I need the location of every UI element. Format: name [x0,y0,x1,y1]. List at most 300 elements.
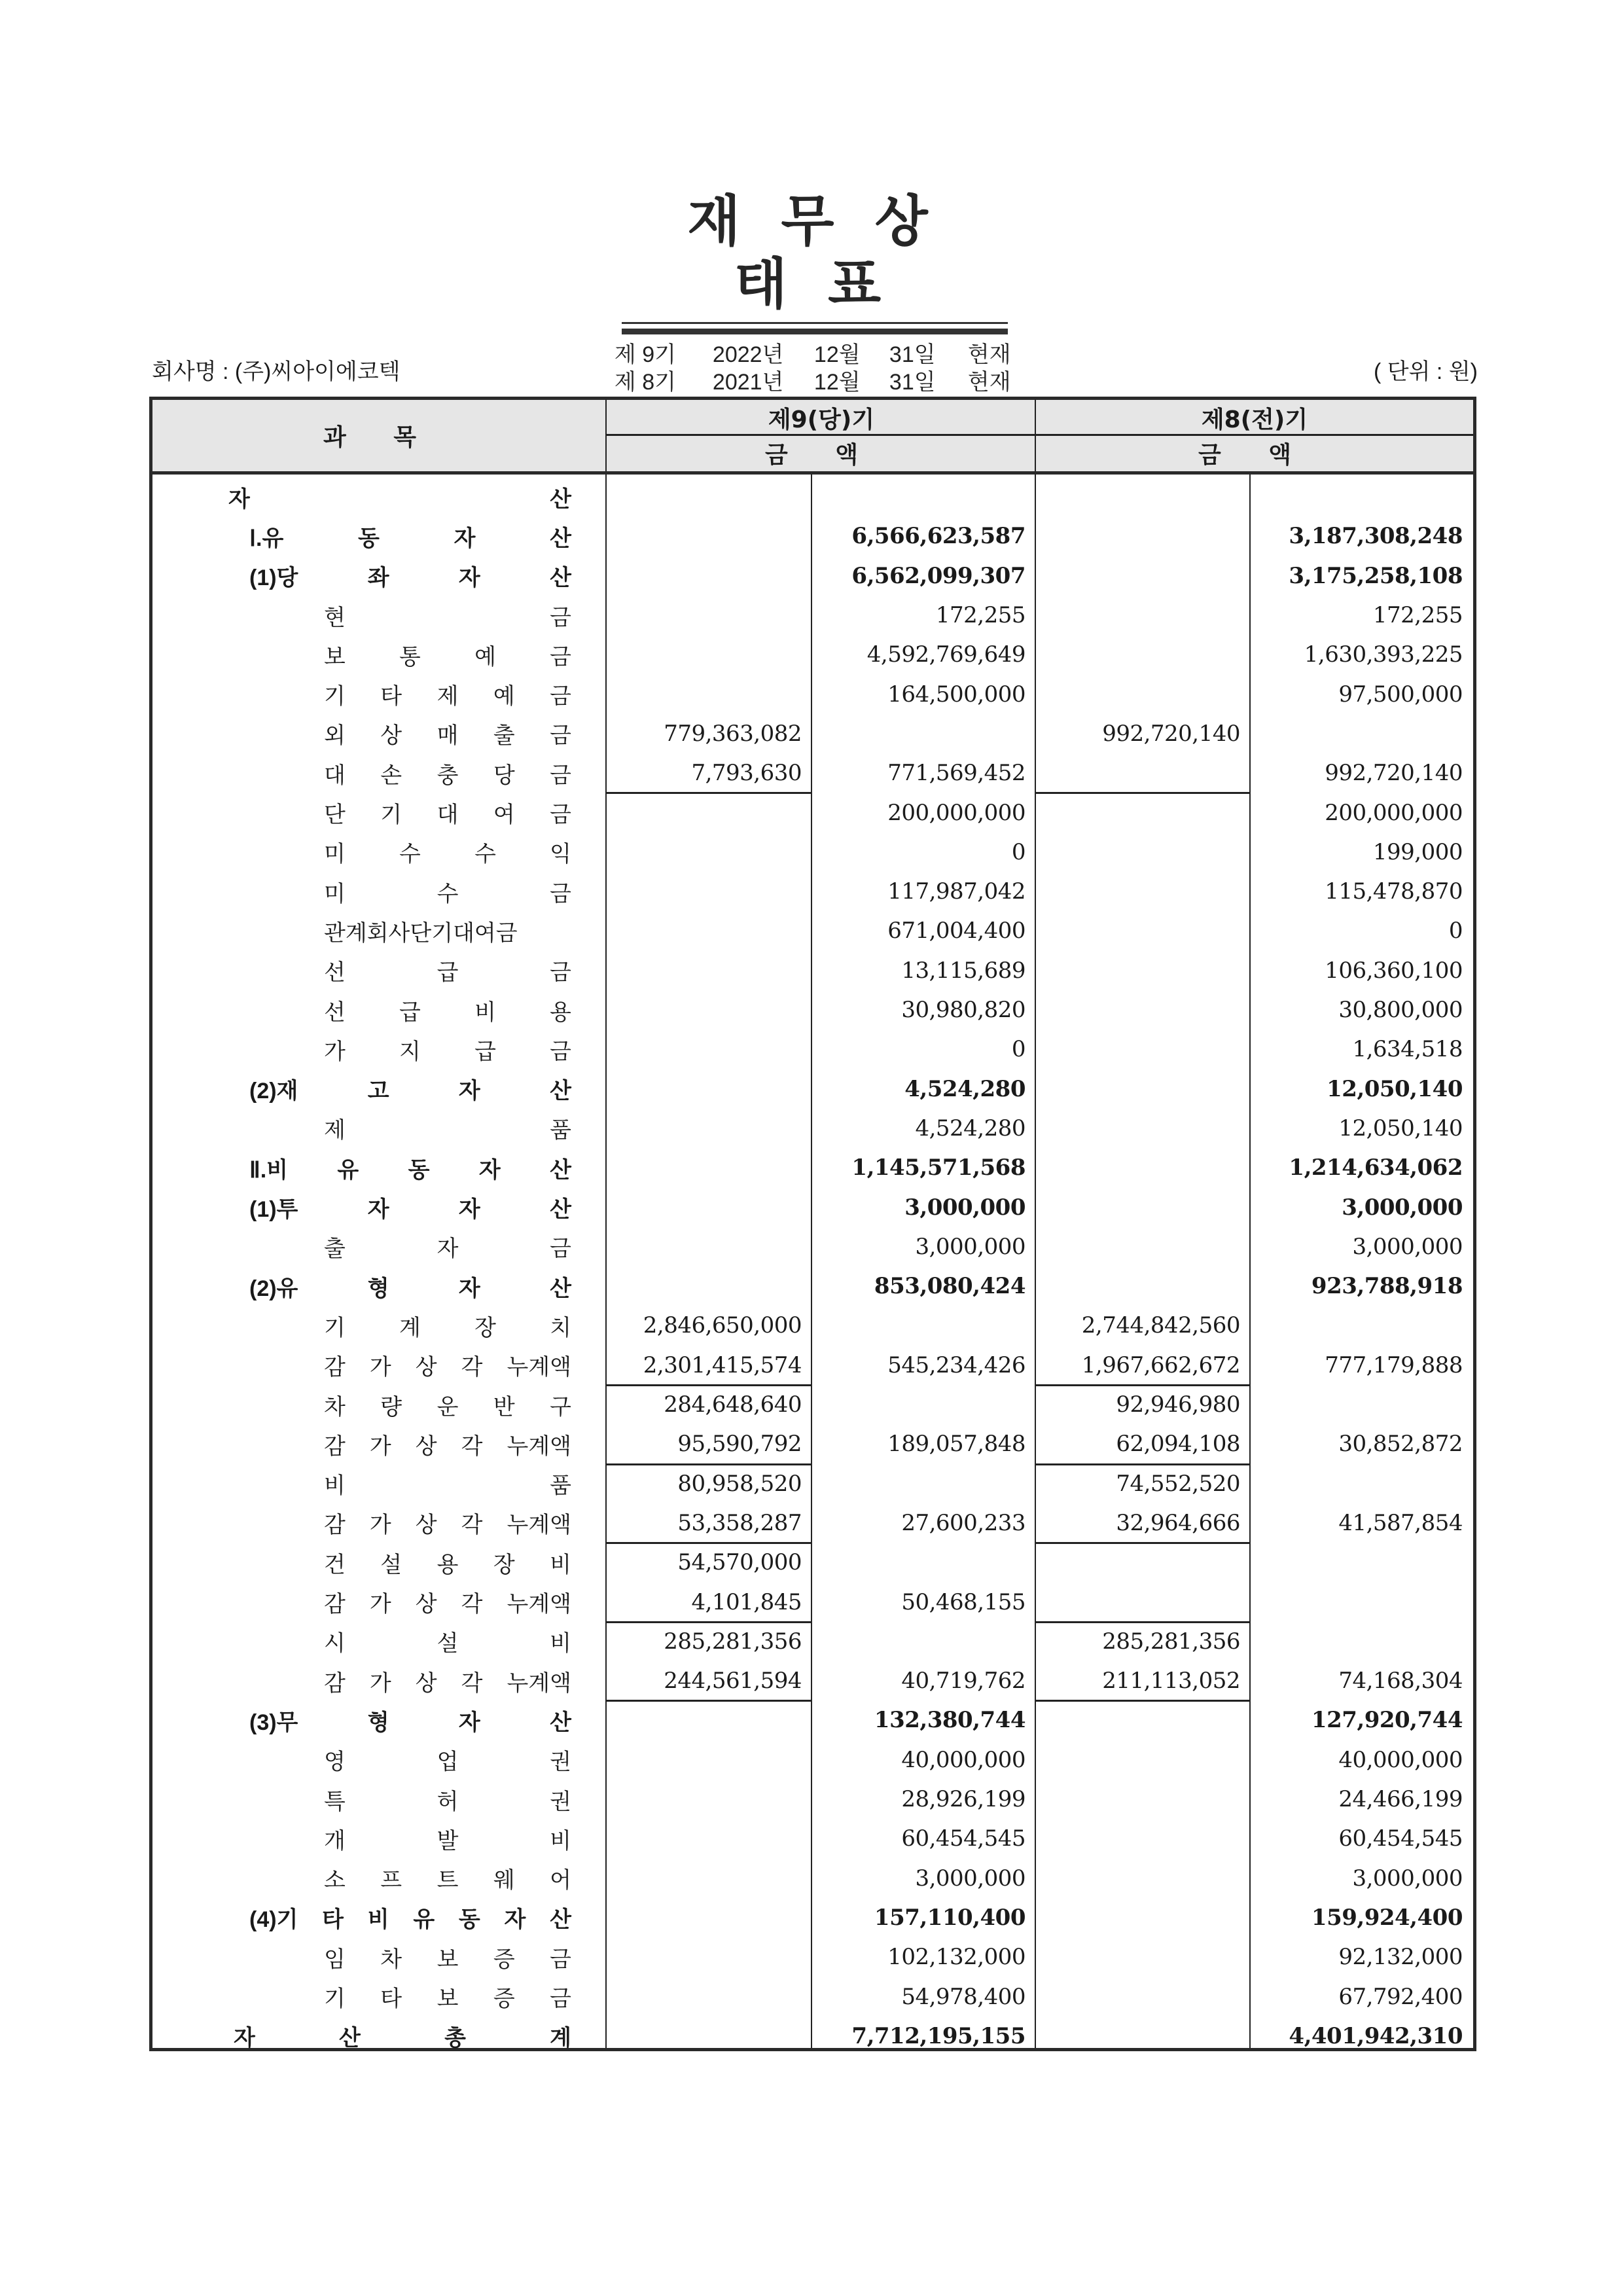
table-row [152,714,1473,753]
prev-detail-value [1036,1069,1251,1109]
account-label [152,1977,571,2016]
account-label-part: 동 [458,1907,480,1933]
table-row [152,596,1473,635]
prev-total-value: 97,500,000 [1338,681,1463,708]
cur-detail-value [607,1977,812,2016]
table-row [152,516,1473,556]
table-row [152,1385,1473,1424]
prev-detail-value [1036,951,1251,990]
prev-detail-value [1036,872,1251,911]
account-label-part: 누계액 [507,1433,571,1459]
prev-total-value: 4,401,942,310 [1289,2022,1463,2049]
account-label-part: 금 [550,723,571,749]
prev-total-value: 1,634,518 [1352,1036,1463,1063]
account-label-part: 타 [380,1986,402,2012]
prev-total-value: 30,800,000 [1338,997,1463,1024]
account-label-part: Ⅱ.비 [249,1157,289,1183]
account-label [152,1346,571,1385]
header-current-amount: 금 액 [764,442,878,469]
account-label-part: 가 [369,1670,391,1696]
account-label-part: 선 [324,999,346,1025]
prev-detail-value [1036,596,1251,635]
account-label-part: 출 [324,1236,346,1262]
cur-detail-value: 4,101,845 [691,1588,802,1615]
cur-total-value: 40,000,000 [901,1746,1026,1773]
account-label-part: 가 [369,1433,391,1459]
prev-detail-value [1036,2017,1251,2056]
account-label-part: 관계회사단기대여금 [324,920,518,946]
table-row [152,1503,1473,1543]
account-label-part: 예 [474,644,496,670]
table-row [152,833,1473,872]
cur-total-value: 4,524,280 [904,1075,1026,1102]
cur-total-value: 545,234,426 [887,1352,1026,1378]
table-row [152,1069,1473,1109]
cur-detail-value [607,1030,812,1069]
cur-total-value: 164,500,000 [887,681,1026,708]
header-divider [607,434,1473,436]
account-label-part: 각 [461,1592,483,1617]
prev-detail-value [1036,1109,1251,1148]
table-row [152,1148,1473,1187]
account-label-part: 상 [380,723,402,749]
table-row [152,951,1473,990]
cur-detail-value [607,1937,812,1977]
account-label-part: 제 [324,1118,346,1143]
account-label-part: 금 [550,802,571,828]
prev-total-value: 40,000,000 [1338,1746,1463,1773]
cur-detail-value [607,872,812,911]
account-label-part: 산 [550,1157,571,1183]
group-underline [1035,792,1251,794]
table-row [152,556,1473,596]
account-label-part: 보 [324,644,346,670]
group-underline [1035,1700,1251,1702]
account-label [152,1819,571,1858]
account-label-part: 금 [550,1986,571,2012]
account-label-part: 상 [415,1433,437,1459]
account-label-part: 금 [550,605,571,630]
prev-total-value: 12,050,140 [1338,1115,1463,1141]
table-row [152,1898,1473,1937]
cur-total-value [812,1543,1036,1582]
cur-total-value: 117,987,042 [887,878,1026,905]
account-label-part: 산 [550,1079,571,1104]
cur-total-value [812,477,1036,516]
account-label-part: 가 [369,1513,391,1538]
cur-detail-value [607,1266,812,1306]
account-label [152,1700,571,1740]
account-label-part: 품 [550,1118,571,1143]
prev-detail-value [1036,1859,1251,1898]
account-label-part: 각 [461,1513,483,1538]
account-label-part: 금 [550,881,571,906]
cur-detail-value [607,1859,812,1898]
cur-total-value: 40,719,762 [901,1668,1026,1695]
group-underline [605,1700,812,1702]
account-label [152,833,571,872]
cur-total-value: 200,000,000 [887,799,1026,826]
prev-detail-value: 74,552,520 [1116,1470,1240,1497]
cur-total-value: 172,255 [935,602,1026,629]
prev-detail-value: 992,720,140 [1102,720,1240,747]
period-month: 12월 [813,370,861,395]
account-label-part: 손 [380,762,402,788]
prev-total-value: 992,720,140 [1325,760,1463,787]
account-label-part: 금 [550,644,571,670]
table-row [152,1266,1473,1306]
prev-detail-value: 62,094,108 [1116,1431,1240,1458]
prev-total-value [1251,1543,1473,1582]
account-label-part: 시 [324,1631,346,1657]
account-label [152,516,571,556]
account-label-part: 계 [399,1315,421,1340]
prev-detail-value [1036,1148,1251,1187]
account-label-part: 유 [413,1907,435,1933]
prev-total-value: 67,792,400 [1338,1983,1463,2010]
account-label-part: 특 [324,1789,346,1814]
document-title: 재무상태표 [687,189,969,316]
account-label-part: Ⅰ.유 [249,526,284,551]
account-label-part: 비 [474,999,496,1025]
table-row [152,793,1473,832]
cur-detail-value [607,1898,812,1937]
period-day: 31일 [889,342,936,367]
account-label-part: 동 [358,526,380,551]
account-label-part: 자 [458,1710,480,1735]
prev-detail-value [1036,556,1251,596]
table-row [152,1109,1473,1148]
prev-total-value [1251,714,1473,753]
prev-total-value [1251,1464,1473,1503]
account-label-part: 용 [437,1552,459,1577]
table-row [152,1937,1473,1977]
account-label-part: 장 [474,1315,496,1340]
account-label-part: 프 [380,1868,402,1893]
table-row [152,635,1473,674]
account-label-part: 계 [550,2026,571,2051]
account-label-part: 소 [324,1868,346,1893]
cur-detail-value [607,1187,812,1227]
account-label [152,1859,571,1898]
prev-detail-value [1036,911,1251,950]
account-label-part: 비 [367,1907,389,1933]
account-label [152,1780,571,1819]
prev-total-value [1251,1385,1473,1424]
prev-total-value: 3,187,308,248 [1289,523,1463,550]
table-row [152,1819,1473,1858]
account-label-part: 총 [444,2026,466,2051]
account-label [152,872,571,911]
cur-total-value [812,1385,1036,1424]
cur-detail-value: 80,958,520 [677,1470,802,1497]
account-label-part: 업 [437,1749,459,1775]
account-label-part: 누계액 [507,1513,571,1538]
table-row [152,1306,1473,1345]
cur-total-value: 6,566,623,587 [851,523,1026,550]
cur-detail-value [607,2017,812,2056]
account-label-part: 급 [399,999,421,1025]
account-label-part: 영 [324,1749,346,1775]
prev-detail-value [1036,1780,1251,1819]
cur-total-value: 189,057,848 [887,1431,1026,1458]
prev-detail-value [1036,1187,1251,1227]
account-label-part: 대 [437,802,459,828]
account-label-part: 차 [380,1946,402,1972]
company-name: 회사명 : (주)씨아이에코텍 [152,359,401,384]
account-label-part: 자 [228,486,250,512]
account-label-part: 품 [550,1473,571,1499]
table-row [152,990,1473,1030]
prev-detail-value [1036,1977,1251,2016]
account-label-part: 고 [367,1079,389,1104]
account-label-part: 타 [322,1907,344,1933]
prev-total-value: 92,132,000 [1338,1944,1463,1971]
prev-total-value: 923,788,918 [1311,1273,1463,1300]
prev-detail-value [1036,1819,1251,1858]
account-label-part: 형 [367,1276,389,1301]
account-label-part: 비 [324,1473,346,1499]
account-label-part: 유 [337,1157,359,1183]
prev-detail-value [1036,1582,1251,1621]
prev-total-value: 30,852,872 [1338,1431,1463,1458]
cur-detail-value [607,1819,812,1858]
account-label-part: 외 [324,723,346,749]
prev-detail-value [1036,1030,1251,1069]
account-label-part: 산 [550,1276,571,1301]
account-label-part: 급 [437,960,459,986]
prev-detail-value: 32,964,666 [1116,1509,1240,1536]
account-label-part: 단 [324,802,346,828]
account-label-part: (1)당 [249,565,298,591]
prev-total-value: 159,924,400 [1311,1904,1463,1931]
prev-total-value: 172,255 [1372,602,1463,629]
group-underline [1035,1542,1251,1544]
account-label-part: 각 [461,1433,483,1459]
table-row [152,1661,1473,1700]
cur-total-value: 50,468,155 [901,1588,1026,1615]
cur-total-value: 3,000,000 [904,1194,1026,1221]
account-label-part: 금 [550,1946,571,1972]
prev-detail-value [1036,1898,1251,1937]
account-label-part: 산 [550,526,571,551]
account-label-part: 여 [493,802,515,828]
cur-detail-value: 7,793,630 [691,760,802,787]
group-underline [605,1463,812,1465]
cur-detail-value [607,635,812,674]
prev-detail-value [1036,793,1251,832]
cur-detail-value [607,556,812,596]
cur-total-value [812,1306,1036,1345]
account-label-part: 감 [324,1355,346,1380]
account-label-part: 자 [458,565,480,591]
cur-detail-value: 285,281,356 [664,1628,802,1655]
group-underline [605,792,812,794]
account-label [152,990,571,1030]
prev-total-value: 3,175,258,108 [1289,562,1463,589]
account-label-part: 상 [415,1670,437,1696]
prev-detail-value [1036,1740,1251,1780]
header-current-period: 제9(당)기 [768,406,875,433]
prev-detail-value [1036,1227,1251,1266]
prev-total-value: 12,050,140 [1327,1075,1463,1102]
period-year: 2022년 [712,342,784,367]
account-label-part: 기 [324,1986,346,2012]
account-label-part: 자 [504,1907,526,1933]
cur-detail-value: 2,301,415,574 [643,1352,802,1378]
cur-total-value: 671,004,400 [887,918,1026,944]
cur-total-value: 28,926,199 [901,1786,1026,1813]
account-label-part: 금 [550,762,571,788]
header-account: 과 목 [323,424,437,451]
cur-total-value: 771,569,452 [887,760,1026,787]
account-label [152,1187,571,1227]
account-label [152,1898,571,1937]
account-label-part: 제 [437,684,459,709]
account-label-part: 비 [550,1552,571,1577]
account-label-part: 산 [339,2026,361,2051]
group-underline [605,1384,812,1386]
account-label-part: 상 [415,1592,437,1617]
account-label-part: 차 [324,1394,346,1420]
account-label-part: 좌 [367,565,389,591]
period-year: 2021년 [712,370,784,395]
account-label [152,1109,571,1148]
prev-detail-value: 2,744,842,560 [1081,1312,1240,1339]
period-month: 12월 [813,342,861,367]
account-label-part: 누계액 [507,1355,571,1380]
account-label-part: 감 [324,1592,346,1617]
account-label [152,675,571,714]
account-label-part: 형 [367,1710,389,1735]
account-label-part: 운 [437,1394,459,1420]
account-label-part: 트 [437,1868,459,1893]
prev-total-value: 199,000 [1372,838,1463,865]
account-label [152,477,571,516]
account-label-part: 매 [437,723,459,749]
account-label-part: 감 [324,1513,346,1538]
account-label-part: 자 [458,1079,480,1104]
account-label-part: 자 [458,1276,480,1301]
prev-detail-value: 1,967,662,672 [1081,1352,1240,1378]
account-label-part: 가 [369,1355,391,1380]
account-label [152,556,571,596]
account-label-part: 통 [399,644,421,670]
account-label-part: 산 [550,1710,571,1735]
table-row [152,1622,1473,1661]
account-label [152,1227,571,1266]
prev-detail-value: 211,113,052 [1102,1668,1240,1695]
prev-detail-value [1036,516,1251,556]
account-label-part: 자 [458,1197,480,1223]
account-label-part: 감 [324,1433,346,1459]
cur-detail-value: 244,561,594 [664,1668,802,1695]
account-label-part: 미 [324,881,346,906]
cur-detail-value [607,833,812,872]
account-label-part: 수 [399,842,421,867]
account-label [152,1622,571,1661]
account-label [152,1464,571,1503]
account-label-part: 권 [550,1789,571,1814]
prev-detail-value [1036,477,1251,516]
table-header [152,400,1473,475]
cur-total-value: 102,132,000 [887,1944,1026,1971]
cur-detail-value: 2,846,650,000 [643,1312,802,1339]
prev-total-value: 24,466,199 [1338,1786,1463,1813]
cur-total-value: 853,080,424 [874,1273,1026,1300]
prev-detail-value [1036,753,1251,793]
account-label-part: 금 [550,1236,571,1262]
prev-total-value: 3,000,000 [1352,1233,1463,1260]
group-underline [1035,1384,1251,1386]
prev-detail-value [1036,1937,1251,1977]
cur-total-value: 27,600,233 [901,1509,1026,1536]
account-label-part: 미 [324,842,346,867]
account-label-part: 건 [324,1552,346,1577]
account-label-part: 수 [474,842,496,867]
table-row [152,1780,1473,1819]
account-label-part: 각 [461,1670,483,1696]
account-label-part: 수 [437,881,459,906]
prev-detail-value: 92,946,980 [1116,1391,1240,1418]
cur-detail-value: 54,570,000 [677,1549,802,1576]
account-label [152,1306,571,1345]
period-suffix: 현재 [967,370,1011,395]
account-label-part: 타 [380,684,402,709]
cur-detail-value [607,951,812,990]
cur-total-value: 1,145,571,568 [851,1155,1026,1181]
group-underline [1035,1621,1251,1623]
table-row [152,1187,1473,1227]
cur-total-value: 7,712,195,155 [851,2022,1026,2049]
account-label [152,1148,571,1187]
account-label-part: 상 [415,1355,437,1380]
cur-detail-value [607,1109,812,1148]
prev-detail-value [1036,1266,1251,1306]
prev-detail-value [1036,675,1251,714]
prev-total-value: 3,000,000 [1342,1194,1463,1221]
account-label-part: 산 [550,1197,571,1223]
table-row [152,1543,1473,1582]
cur-detail-value [607,675,812,714]
cur-detail-value [607,911,812,950]
account-label [152,714,571,753]
period-suffix: 현재 [967,342,1011,367]
table-row [152,1227,1473,1266]
account-label [152,793,571,832]
account-label-part: 보 [437,1946,459,1972]
prev-total-value [1251,477,1473,516]
account-label-part: 가 [324,1039,346,1064]
account-label [152,1266,571,1306]
prev-detail-value [1036,635,1251,674]
account-label-part: 임 [324,1946,346,1972]
account-label-part: 출 [493,723,515,749]
account-label-part: 누계액 [507,1592,571,1617]
prev-detail-value: 285,281,356 [1102,1628,1240,1655]
account-label-part: 비 [550,1828,571,1854]
table-row [152,1859,1473,1898]
account-label-part: 금 [550,684,571,709]
account-label-part: 산 [550,1907,571,1933]
account-label-part: 증 [493,1946,515,1972]
prev-detail-value [1036,1543,1251,1582]
cur-detail-value: 779,363,082 [664,720,802,747]
prev-total-value: 41,587,854 [1338,1509,1463,1536]
prev-total-value [1251,1622,1473,1661]
cur-total-value: 3,000,000 [915,1233,1026,1260]
cur-detail-value [607,1227,812,1266]
